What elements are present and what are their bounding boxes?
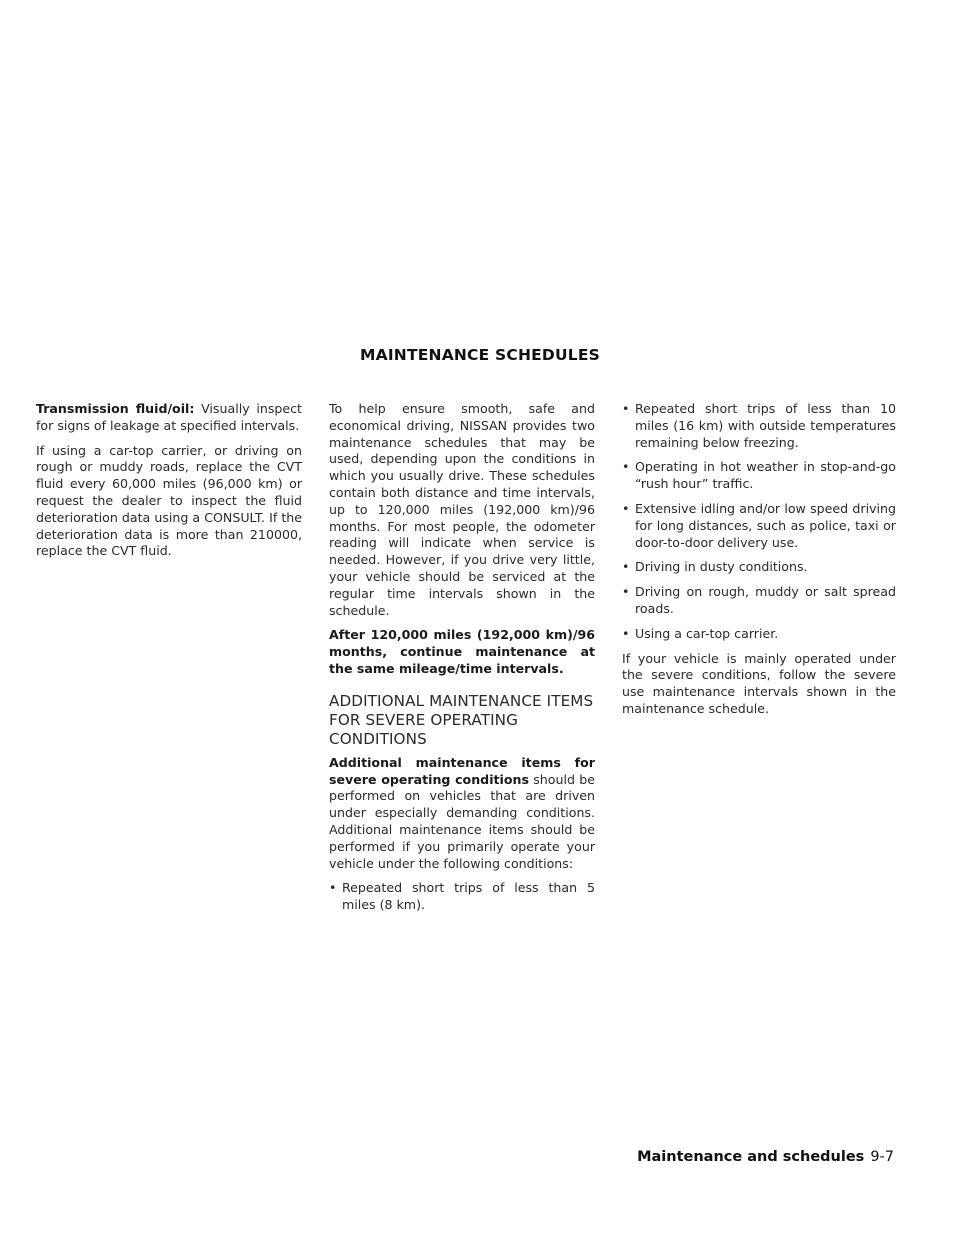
transmission-label: Transmission fluid/oil:: [36, 401, 195, 416]
conditions-list-continued: [622, 401, 896, 643]
list-item: • Repeated short trips of less than 5 miles (8 km).: [329, 880, 595, 914]
severe-conditions-subheading: ADDITIONAL MAINTENANCE ITEMS FOR SEVERE OPERATING CONDITIONS: [329, 691, 594, 748]
list-item: • Driving in dusty conditions.: [622, 559, 896, 576]
cvt-paragraph: If using a car-top carrier, or driving on rough or muddy roads, replace the CVT fluid every 60,000 miles (96,000 km) or request the dealer to inspect the fluid deterioration data using a CONSULT. If the deterioration data is more than 210000, replace the CVT fluid.: [36, 442, 302, 559]
footer-section-title: Maintenance and schedules: [637, 1149, 865, 1165]
transmission-text: Visually inspect for signs of leakage at specified intervals.: [36, 401, 302, 433]
severe-bold-lead: Additional maintenance items for severe operating conditions: [329, 754, 595, 787]
intro-paragraph: To help ensure smooth, safe and economical driving, NISSAN provides two maintenance schedules that may be used, depending upon the conditions in which you usually drive. These schedules contain both distance and time intervals, up to 120,000 miles (192,000 km)/96 months. For most people, the odometer reading will indicate when service is needed. However, if you drive very little, your vehicle should be serviced at the regular time intervals shown in the schedule.: [329, 401, 595, 618]
column-3: [622, 401, 896, 726]
list-item: • Using a car-top carrier.: [622, 626, 896, 643]
conditions-list-start: [329, 880, 595, 914]
list-item: • Repeated short trips of less than 10 miles (16 km) with outside temperatures remaining below freezing.: [622, 401, 896, 451]
transmission-paragraph: [36, 401, 302, 435]
closing-paragraph: If your vehicle is mainly operated under the severe conditions, follow the severe use maintenance intervals shown in the maintenance schedule.: [622, 650, 896, 716]
list-item: • Driving on rough, muddy or salt spread roads.: [622, 584, 896, 618]
page-footer: [637, 1149, 894, 1165]
page-number: 9-7: [870, 1149, 894, 1165]
list-item: • Extensive idling and/or low speed driving for long distances, such as police, taxi or door-to-door delivery use.: [622, 501, 896, 551]
column-2: [329, 401, 595, 922]
severe-paragraph: [329, 755, 595, 873]
severe-text: should be performed on vehicles that are driven under especially demanding conditions. Additional maintenance items should be performed if you primarily operate your vehicle under the following conditions:: [329, 771, 595, 871]
list-item: • Operating in hot weather in stop-and-go “rush hour” traffic.: [622, 459, 896, 493]
section-heading: MAINTENANCE SCHEDULES: [360, 346, 600, 364]
column-1: [36, 401, 302, 568]
after-mileage-paragraph: After 120,000 miles (192,000 km)/96 months, continue maintenance at the same mileage/time intervals.: [329, 627, 595, 676]
